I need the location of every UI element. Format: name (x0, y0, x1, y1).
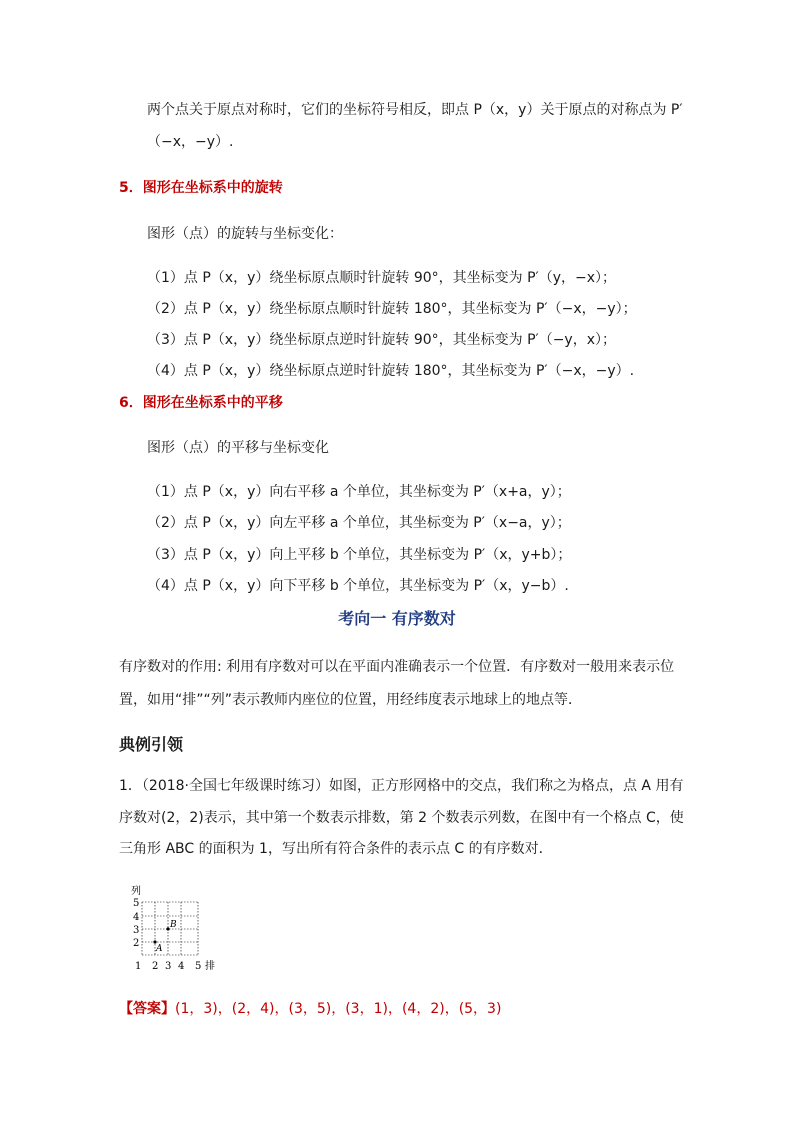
y-tick-2: 2 (133, 938, 140, 949)
answer-text: (1，3)，(2，4)，(3，5)，(3，1)，(4，2)，(5，3) (175, 1001, 502, 1017)
section5-heading: 5．图形在坐标系中的旋转 (119, 180, 283, 196)
answer-line (119, 999, 501, 1019)
row-axis-label: 排 (205, 961, 215, 972)
y-tick-3: 3 (133, 925, 140, 936)
x-tick-3: 3 (165, 961, 172, 972)
topic-desc-line1: 有序数对的作用: 利用有序数对可以在平面内准确表示一个位置．有序数对一般用来表示位 (119, 659, 675, 675)
section5-item-3: （3）点 P（x，y）绕坐标原点逆时针旋转 90°，其坐标变为 P′（−y，x）； (147, 332, 617, 348)
section6-item-2: （2）点 P（x，y）向左平移 a 个单位，其坐标变为 P′（x−a，y）； (147, 515, 571, 531)
x-tick-4: 4 (178, 961, 185, 972)
y-tick-4: 4 (133, 912, 140, 923)
point-a-label: A (156, 944, 163, 954)
col-axis-label: 列 (131, 886, 141, 897)
point-b-label: B (170, 920, 177, 930)
section6-item-1: （1）点 P（x，y）向右平移 a 个单位，其坐标变为 P′（x+a，y）； (147, 484, 571, 500)
question-line3: 三角形 ABC 的面积为 1，写出所有符合条件的表示点 C 的有序数对． (119, 841, 553, 857)
section6-item-4: （4）点 P（x，y）向下平移 b 个单位，其坐标变为 P′（x，y−b）. (147, 578, 569, 594)
section5-item-1: （1）点 P（x，y）绕坐标原点顺时针旋转 90°，其坐标变为 P′（y，−x）； (147, 270, 617, 286)
section5-item-2: （2）点 P（x，y）绕坐标原点顺时针旋转 180°，其坐标变为 P′（−x，−y）； (147, 301, 637, 317)
x-tick-1: 1 (135, 961, 142, 972)
x-tick-5: 5 (195, 961, 202, 972)
coordinate-grid-figure (125, 880, 245, 980)
section6-heading: 6．图形在坐标系中的平移 (119, 395, 283, 411)
symmetry-text-line1: 两个点关于原点对称时，它们的坐标符号相反，即点 P（x，y）关于原点的对称点为 P′ (147, 102, 683, 118)
topic-desc-line2: 置，如用“排”“列”表示教师内座位的位置，用经纬度表示地球上的地点等． (119, 692, 583, 708)
example-heading: 典例引领 (119, 735, 184, 754)
section5-intro: 图形（点）的旋转与坐标变化： (147, 226, 343, 242)
topic-title: 考向一 有序数对 (338, 609, 456, 628)
section6-intro: 图形（点）的平移与坐标变化 (147, 440, 329, 456)
symmetry-text-line2: （−x，−y）. (147, 134, 234, 150)
section5-item-4: （4）点 P（x，y）绕坐标原点逆时针旋转 180°，其坐标变为 P′（−x，−y）. (147, 363, 635, 379)
x-tick-2: 2 (152, 961, 159, 972)
section6-item-3: （3）点 P（x，y）向上平移 b 个单位，其坐标变为 P′（x，y+b）； (147, 547, 572, 563)
y-tick-5: 5 (133, 898, 140, 909)
question-line2: 序数对(2，2)表示，其中第一个数表示排数，第 2 个数表示列数，在图中有一个格点 C，使 (119, 810, 684, 826)
answer-label: 【答案】 (119, 1001, 175, 1017)
question-line1: 1．（2018·全国七年级课时练习）如图，正方形网格中的交点，我们称之为格点，点 A 用有 (119, 778, 684, 794)
